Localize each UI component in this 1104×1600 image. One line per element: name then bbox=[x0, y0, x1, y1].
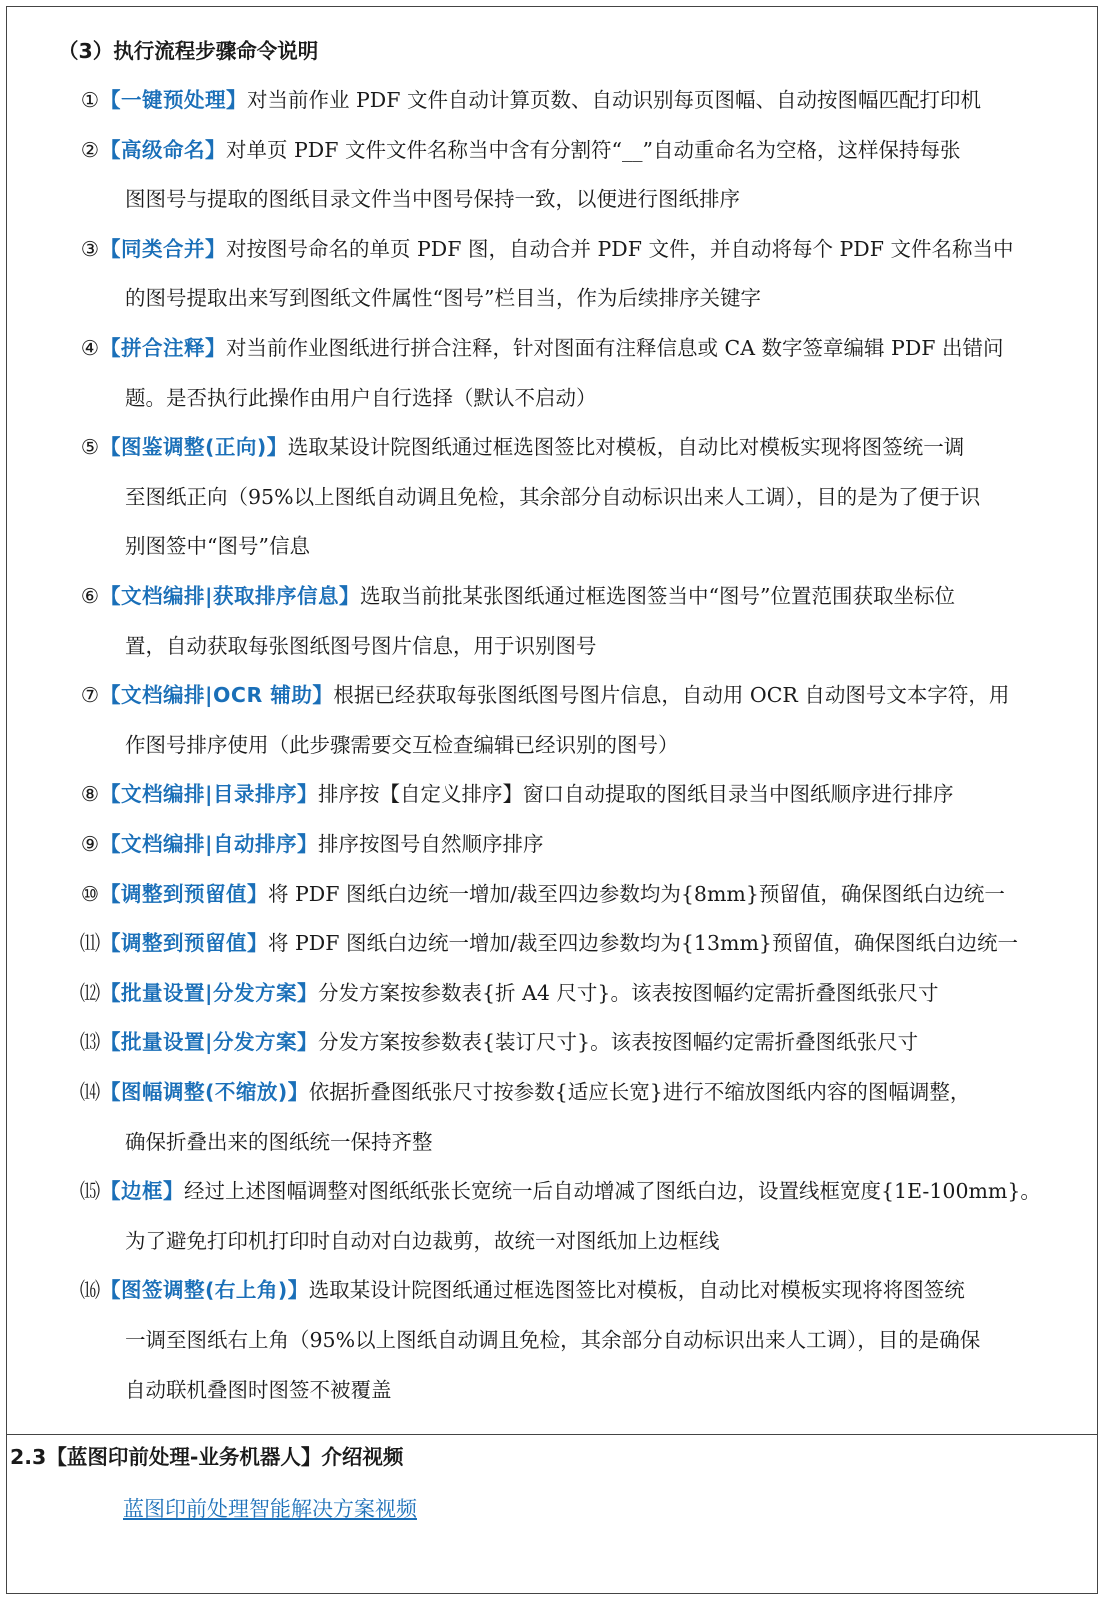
step-command-label: 【文档编排|目录排序】 bbox=[100, 782, 318, 807]
step-description: 经过上述图幅调整对图纸纸张长宽统一后自动增减了图纸白边，设置线框宽度{1E-100mm}。 bbox=[184, 1179, 1041, 1204]
step-line bbox=[100, 234, 1013, 264]
step-description: 对按图号命名的单页 PDF 图，自动合并 PDF 文件，并自动将每个 PDF 文件名称当中 bbox=[226, 236, 1014, 261]
step-command-label: 【批量设置|分发方案】 bbox=[100, 1030, 318, 1055]
step-line bbox=[100, 135, 960, 165]
step-description: 选取某设计院图纸通过框选图签比对模板，自动比对模板实现将图签统一调 bbox=[287, 435, 965, 460]
step-description-continued: 图图号与提取的图纸目录文件当中图号保持一致，以便进行图纸排序 bbox=[125, 187, 740, 212]
step-description: 对当前作业图纸进行拼合注释，针对图面有注释信息或 CA 数字签章编辑 PDF 出错问 bbox=[226, 336, 1004, 360]
step-line bbox=[100, 829, 544, 859]
step-command-label: 【批量设置|分发方案】 bbox=[100, 980, 318, 1005]
step-command-label: 【文档编排|获取排序信息】 bbox=[100, 584, 360, 608]
step-description: 排序按【自定义排序】窗口自动提取的图纸目录当中图纸顺序进行排序 bbox=[318, 782, 954, 807]
step-description-continued: 确保折叠出来的图纸统一保持齐整 bbox=[125, 1129, 433, 1154]
step-description-continued: 的图号提取出来写到图纸文件属性“图号”栏目当，作为后续排序关键字 bbox=[125, 286, 761, 311]
step-command-label: 【图幅调整(不缩放)】 bbox=[100, 1080, 309, 1104]
step-number: ④ bbox=[80, 336, 100, 360]
step-description-continued: 至图纸正向（95%以上图纸自动调且免检，其余部分自动标识出来人工调），目的是为了便于识 bbox=[125, 484, 981, 509]
step-line bbox=[100, 1176, 1041, 1206]
step-line bbox=[100, 581, 955, 611]
step-description: 分发方案按参数表{折 A4 尺寸}。该表按图幅约定需折叠图纸张尺寸 bbox=[318, 980, 939, 1005]
step-number: ⑿ bbox=[79, 980, 101, 1005]
step-line bbox=[100, 879, 1005, 909]
video-link[interactable]: 蓝图印前处理智能解决方案视频 bbox=[123, 1497, 417, 1521]
step-description-continued: 别图签中“图号”信息 bbox=[125, 534, 310, 559]
step-line bbox=[100, 333, 1004, 363]
step-number: ⑤ bbox=[80, 435, 100, 460]
step-line bbox=[100, 1027, 918, 1057]
step-command-label: 【图签调整(右上角)】 bbox=[100, 1278, 309, 1303]
step-line bbox=[100, 928, 1018, 958]
step-command-label: 【调整到预留值】 bbox=[100, 881, 268, 906]
step-number: ⒂ bbox=[79, 1179, 101, 1204]
step-description-continued: 自动联机叠图时图签不被覆盖 bbox=[125, 1377, 392, 1402]
step-description: 对当前作业 PDF 文件自动计算页数、自动识别每页图幅、自动按图幅匹配打印机 bbox=[247, 88, 981, 112]
step-command-label: 【文档编排|自动排序】 bbox=[100, 832, 318, 856]
step-number: ⑦ bbox=[80, 683, 100, 708]
step-command-label: 【边框】 bbox=[100, 1179, 184, 1204]
step-number: ⑾ bbox=[79, 931, 101, 956]
step-line bbox=[100, 1077, 970, 1107]
step-description: 将 PDF 图纸白边统一增加/裁至四边参数均为{8mm}预留值，确保图纸白边统一 bbox=[268, 881, 1005, 906]
step-description: 分发方案按参数表{装订尺寸}。该表按图幅约定需折叠图纸张尺寸 bbox=[318, 1030, 919, 1055]
step-command-label: 【文档编排|OCR 辅助】 bbox=[100, 683, 334, 708]
step-description: 对单页 PDF 文件文件名称当中含有分割符“__”自动重命名为空格，这样保持每张 bbox=[226, 137, 961, 162]
step-number: ⒀ bbox=[79, 1030, 101, 1055]
step-description-continued: 一调至图纸右上角（95%以上图纸自动调且免检，其余部分自动标识出来人工调），目的是确保 bbox=[125, 1328, 981, 1352]
step-number: ⒃ bbox=[79, 1278, 101, 1303]
step-description: 选取某设计院图纸通过框选图签比对模板，自动比对模板实现将将图签统 bbox=[308, 1278, 965, 1303]
step-command-label: 【高级命名】 bbox=[100, 137, 226, 162]
step-description: 依据折叠图纸张尺寸按参数{适应长宽}进行不缩放图纸内容的图幅调整， bbox=[308, 1080, 971, 1104]
step-command-label: 【拼合注释】 bbox=[100, 336, 226, 360]
step-line bbox=[100, 680, 1009, 710]
step-line bbox=[100, 779, 954, 809]
step-description: 排序按图号自然顺序排序 bbox=[318, 832, 544, 856]
step-line bbox=[100, 978, 938, 1008]
step-command-label: 【图鉴调整(正向)】 bbox=[100, 435, 288, 460]
step-number: ⒁ bbox=[79, 1080, 101, 1104]
section-heading: 2.3【蓝图印前处理-业务机器人】介绍视频 bbox=[10, 1445, 404, 1469]
subsection-heading: （3）执行流程步骤命令说明 bbox=[58, 39, 319, 63]
step-line bbox=[100, 1275, 965, 1305]
step-number: ② bbox=[80, 137, 100, 162]
step-command-label: 【调整到预留值】 bbox=[100, 931, 268, 956]
step-command-label: 【同类合并】 bbox=[100, 236, 226, 261]
step-description: 将 PDF 图纸白边统一增加/裁至四边参数均为{13mm}预留值，确保图纸白边统一 bbox=[268, 931, 1018, 956]
section-divider bbox=[6, 1434, 1098, 1435]
step-description: 选取当前批某张图纸通过框选图签当中“图号”位置范围获取坐标位 bbox=[360, 584, 955, 608]
step-description-continued: 作图号排序使用（此步骤需要交互检查编辑已经识别的图号） bbox=[125, 732, 679, 757]
step-number: ⑩ bbox=[80, 881, 100, 906]
step-number: ⑥ bbox=[80, 584, 100, 608]
step-number: ③ bbox=[80, 236, 100, 261]
step-description-continued: 题。是否执行此操作由用户自行选择（默认不启动） bbox=[125, 385, 597, 410]
step-number: ⑨ bbox=[80, 832, 100, 856]
step-description-continued: 为了避免打印机打印时自动对白边裁剪，故统一对图纸加上边框线 bbox=[125, 1228, 720, 1253]
step-command-label: 【一键预处理】 bbox=[100, 88, 247, 112]
step-description: 根据已经获取每张图纸图号图片信息，自动用 OCR 自动图号文本字符，用 bbox=[333, 683, 1010, 708]
step-description-continued: 置，自动获取每张图纸图号图片信息，用于识别图号 bbox=[125, 633, 597, 658]
step-line bbox=[100, 85, 981, 115]
step-number: ① bbox=[80, 88, 100, 112]
step-number: ⑧ bbox=[80, 782, 100, 807]
step-line bbox=[100, 432, 964, 462]
